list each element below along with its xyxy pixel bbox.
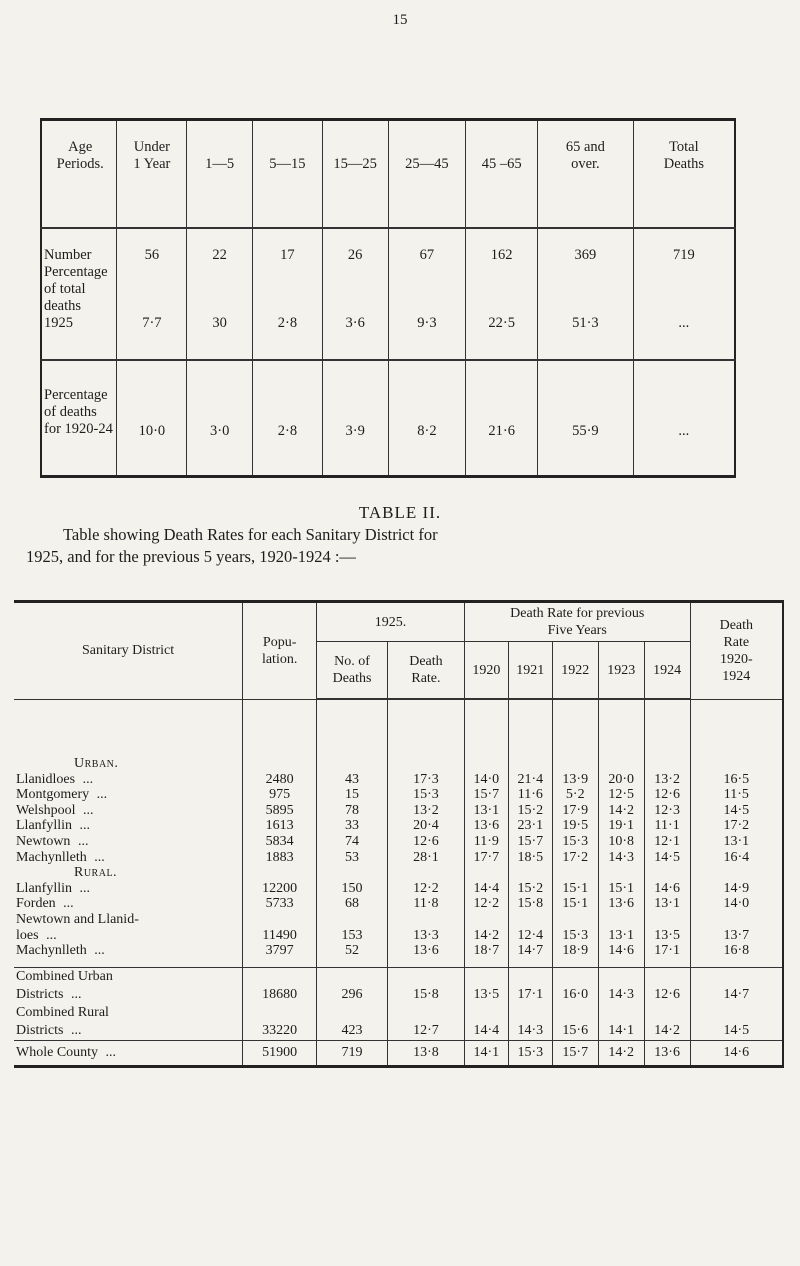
cell-r1924: 13·1 bbox=[644, 896, 690, 912]
cell-avg: 14·5 bbox=[690, 1004, 783, 1041]
header-year-1921: 1921 bbox=[508, 642, 552, 700]
cell-r1920: 12·2 bbox=[464, 896, 508, 912]
cell-r1924: 13·2 bbox=[644, 772, 690, 788]
cell-r1920: 15·7 bbox=[464, 787, 508, 803]
cell-r1922: 15·6 bbox=[552, 1004, 598, 1041]
section-label: Urban. bbox=[74, 756, 119, 771]
cell-r1924: 11·1 bbox=[644, 818, 690, 834]
age-table-row-1925 bbox=[41, 228, 735, 360]
cell-rate: 15·3 bbox=[388, 787, 465, 803]
cell-deaths: 153 bbox=[317, 928, 388, 944]
cell-r1924: 12·3 bbox=[644, 803, 690, 819]
table-title: TABLE II. bbox=[358, 503, 442, 522]
cell-r1922: 5·2 bbox=[552, 787, 598, 803]
cell-r1924: 14·5 bbox=[644, 850, 690, 866]
age-table-row-1920-24 bbox=[41, 360, 735, 477]
cell-pop: 11490 bbox=[243, 928, 317, 944]
cell-r1922: 17·2 bbox=[552, 850, 598, 866]
cell-pop: 975 bbox=[243, 787, 317, 803]
cell-r1921: 21·4 bbox=[508, 772, 552, 788]
empty-cell bbox=[508, 756, 552, 772]
cell-r1921: 12·4 bbox=[508, 928, 552, 944]
cell-r1923: 14·3 bbox=[598, 967, 644, 1004]
cell-r1920: 14·2 bbox=[464, 928, 508, 944]
district-name: Newtown ... bbox=[16, 833, 89, 849]
empty-cell bbox=[644, 699, 690, 756]
empty-cell bbox=[317, 756, 388, 772]
district-row bbox=[14, 850, 783, 866]
cell-deaths: 33 bbox=[317, 818, 388, 834]
empty-cell bbox=[464, 959, 508, 968]
row-label-1925: Number Percentage of total deaths 1925 bbox=[41, 228, 117, 360]
district-name: Montgomery ... bbox=[16, 787, 108, 803]
cell: 26 3·6 bbox=[322, 228, 388, 360]
cell-rate: 12·7 bbox=[388, 1004, 465, 1041]
death-table-header-row-1 bbox=[14, 602, 783, 642]
cell: 67 9·3 bbox=[388, 228, 466, 360]
cell-r1922 bbox=[552, 912, 598, 928]
whole-county-row bbox=[14, 1040, 783, 1066]
empty-cell bbox=[552, 756, 598, 772]
district-name: Llanfyllin ... bbox=[16, 880, 90, 896]
empty-cell bbox=[243, 865, 317, 881]
cell-deaths: 52 bbox=[317, 943, 388, 959]
empty-cell bbox=[317, 699, 388, 756]
cell-pop: 18680 bbox=[243, 967, 317, 1004]
empty-cell bbox=[690, 865, 783, 881]
header-no-of-deaths: No. of Deaths bbox=[317, 642, 388, 700]
cell-pop: 1883 bbox=[243, 850, 317, 866]
cell-r1921: 14·3 bbox=[508, 1004, 552, 1041]
cell: ... bbox=[633, 360, 735, 477]
cell-pop: 5895 bbox=[243, 803, 317, 819]
cell-r1921: 23·1 bbox=[508, 818, 552, 834]
cell-rate bbox=[388, 912, 465, 928]
cell-r1920: 18·7 bbox=[464, 943, 508, 959]
header-year-1922: 1922 bbox=[552, 642, 598, 700]
empty-cell bbox=[552, 959, 598, 968]
empty-cell bbox=[464, 699, 508, 756]
cell-deaths: 43 bbox=[317, 772, 388, 788]
cell-r1920: 13·1 bbox=[464, 803, 508, 819]
cell-pop: 5834 bbox=[243, 834, 317, 850]
district-row bbox=[14, 818, 783, 834]
cell-r1923: 12·5 bbox=[598, 787, 644, 803]
cell-deaths: 53 bbox=[317, 850, 388, 866]
cell-avg: 16·5 bbox=[690, 772, 783, 788]
age-table-header-row bbox=[41, 120, 735, 229]
cell-r1923: 13·6 bbox=[598, 896, 644, 912]
cell-avg: 16·8 bbox=[690, 943, 783, 959]
urban-section-row bbox=[14, 756, 783, 772]
cell-r1923: 14·3 bbox=[598, 850, 644, 866]
cell-r1923 bbox=[598, 912, 644, 928]
spacer-row bbox=[14, 959, 783, 968]
cell-r1921 bbox=[508, 912, 552, 928]
cell: 162 22·5 bbox=[466, 228, 538, 360]
cell-rate: 13·2 bbox=[388, 803, 465, 819]
header-5-15: 5—15 bbox=[253, 120, 323, 229]
table-description: Table showing Death Rates for each Sanitary District for 1925, and for the previous 5 years, 1920-1924 :— bbox=[26, 525, 438, 566]
cell-r1923: 20·0 bbox=[598, 772, 644, 788]
cell-avg: 13·7 bbox=[690, 928, 783, 944]
cell-r1923: 14·6 bbox=[598, 943, 644, 959]
page-number: 15 bbox=[392, 12, 408, 28]
empty-cell bbox=[388, 699, 465, 756]
header-year-1923: 1923 bbox=[598, 642, 644, 700]
empty-cell bbox=[644, 756, 690, 772]
cell: 2·8 bbox=[253, 360, 323, 477]
cell-rate: 13·6 bbox=[388, 943, 465, 959]
cell-r1922: 15·1 bbox=[552, 896, 598, 912]
district-name: Whole County ... bbox=[14, 1040, 243, 1066]
cell-avg: 14·5 bbox=[690, 803, 783, 819]
cell: 55·9 bbox=[538, 360, 634, 477]
cell-r1922: 17·9 bbox=[552, 803, 598, 819]
cell-deaths: 150 bbox=[317, 881, 388, 897]
empty-cell bbox=[243, 699, 317, 756]
district-row bbox=[14, 928, 783, 944]
cell-r1924: 14·2 bbox=[644, 1004, 690, 1041]
cell-avg: 14·6 bbox=[690, 1040, 783, 1066]
cell-avg: 11·5 bbox=[690, 787, 783, 803]
cell-r1921: 18·5 bbox=[508, 850, 552, 866]
district-name: Forden ... bbox=[16, 896, 74, 912]
section-label: Rural. bbox=[74, 865, 118, 881]
district-row bbox=[14, 803, 783, 819]
district-name: Llanfyllin ... bbox=[16, 818, 90, 834]
cell-avg bbox=[690, 912, 783, 928]
district-row bbox=[14, 912, 783, 928]
district-name: loes ... bbox=[16, 927, 57, 943]
empty-cell bbox=[14, 699, 243, 756]
cell: 22 30 bbox=[187, 228, 253, 360]
combined-row bbox=[14, 967, 783, 1004]
cell-r1920: 14·4 bbox=[464, 1004, 508, 1041]
header-total-deaths: Total Deaths bbox=[633, 120, 735, 229]
empty-cell bbox=[598, 756, 644, 772]
cell-rate: 15·8 bbox=[388, 967, 465, 1004]
district-name: Combined Urban Districts ... bbox=[14, 967, 243, 1004]
cell-r1922: 15·7 bbox=[552, 1040, 598, 1066]
district-row bbox=[14, 881, 783, 897]
cell-avg: 14·9 bbox=[690, 881, 783, 897]
header-1-5: 1—5 bbox=[187, 120, 253, 229]
header-under-1: Under 1 Year bbox=[117, 120, 187, 229]
empty-cell bbox=[388, 959, 465, 968]
cell-avg: 16·4 bbox=[690, 850, 783, 866]
cell-r1920: 13·5 bbox=[464, 967, 508, 1004]
empty-cell bbox=[598, 959, 644, 968]
cell-r1923: 14·1 bbox=[598, 1004, 644, 1041]
cell: 719 ... bbox=[633, 228, 735, 360]
cell: 3·9 bbox=[322, 360, 388, 477]
cell-r1924: 17·1 bbox=[644, 943, 690, 959]
header-age-periods: Age Periods. bbox=[41, 120, 117, 229]
district-name: Combined Rural Districts ... bbox=[16, 1004, 109, 1038]
empty-cell bbox=[388, 756, 465, 772]
empty-cell bbox=[388, 865, 465, 881]
cell: 369 51·3 bbox=[538, 228, 634, 360]
cell-rate: 20·4 bbox=[388, 818, 465, 834]
cell-pop bbox=[243, 912, 317, 928]
cell-r1924: 12·6 bbox=[644, 967, 690, 1004]
cell-deaths: 15 bbox=[317, 787, 388, 803]
empty-cell bbox=[690, 756, 783, 772]
cell-r1923: 14·2 bbox=[598, 803, 644, 819]
row-label-1920-24: Percentage of deaths for 1920-24 bbox=[44, 387, 113, 437]
empty-cell bbox=[508, 865, 552, 881]
cell: 56 7·7 bbox=[117, 228, 187, 360]
district-row bbox=[14, 834, 783, 850]
header-65-over: 65 and over. bbox=[538, 120, 634, 229]
cell-r1920: 17·7 bbox=[464, 850, 508, 866]
cell: 21·6 bbox=[466, 360, 538, 477]
cell-avg: 14·0 bbox=[690, 896, 783, 912]
empty-cell bbox=[243, 756, 317, 772]
cell: 8·2 bbox=[388, 360, 466, 477]
empty-cell bbox=[644, 959, 690, 968]
spacer-row bbox=[14, 699, 783, 756]
empty-cell bbox=[644, 865, 690, 881]
empty-cell bbox=[690, 699, 783, 756]
cell-r1922: 13·9 bbox=[552, 772, 598, 788]
cell-r1923: 10·8 bbox=[598, 834, 644, 850]
district-row bbox=[14, 896, 783, 912]
cell-rate: 17·3 bbox=[388, 772, 465, 788]
cell-avg: 13·1 bbox=[690, 834, 783, 850]
empty-cell bbox=[598, 699, 644, 756]
empty-cell bbox=[317, 865, 388, 881]
cell-r1920: 14·4 bbox=[464, 881, 508, 897]
district-row bbox=[14, 787, 783, 803]
district-name: Welshpool ... bbox=[16, 802, 94, 818]
header-year-1920: 1920 bbox=[464, 642, 508, 700]
header-death-rate: Death Rate. bbox=[388, 642, 465, 700]
cell-r1923: 14·2 bbox=[598, 1040, 644, 1066]
cell-r1921: 15·8 bbox=[508, 896, 552, 912]
age-period-table bbox=[40, 118, 736, 478]
district-name: Machynlleth ... bbox=[16, 943, 105, 959]
cell-deaths: 74 bbox=[317, 834, 388, 850]
cell-r1924 bbox=[644, 912, 690, 928]
cell-deaths: 719 bbox=[317, 1040, 388, 1066]
cell-deaths: 68 bbox=[317, 896, 388, 912]
cell: 17 2·8 bbox=[253, 228, 323, 360]
empty-cell bbox=[690, 959, 783, 968]
empty-cell bbox=[598, 865, 644, 881]
rural-section-row bbox=[14, 865, 783, 881]
cell-deaths: 423 bbox=[317, 1004, 388, 1041]
district-row bbox=[14, 943, 783, 959]
cell-avg: 14·7 bbox=[690, 967, 783, 1004]
empty-cell bbox=[552, 865, 598, 881]
empty-cell bbox=[14, 959, 243, 968]
cell-pop: 2480 bbox=[243, 772, 317, 788]
cell-r1922: 15·3 bbox=[552, 928, 598, 944]
cell-r1920 bbox=[464, 912, 508, 928]
empty-cell bbox=[508, 699, 552, 756]
combined-row bbox=[14, 1004, 783, 1041]
cell-r1922: 19·5 bbox=[552, 818, 598, 834]
cell-r1924: 13·5 bbox=[644, 928, 690, 944]
district-name: Llanidloes ... bbox=[16, 771, 94, 787]
cell-pop: 5733 bbox=[243, 896, 317, 912]
cell-r1921: 15·7 bbox=[508, 834, 552, 850]
death-rate-table bbox=[14, 600, 784, 1068]
empty-cell bbox=[552, 699, 598, 756]
cell-pop: 51900 bbox=[243, 1040, 317, 1066]
header-45-65: 45 –65 bbox=[466, 120, 538, 229]
cell: 3·0 bbox=[187, 360, 253, 477]
cell-r1921: 15·2 bbox=[508, 881, 552, 897]
cell: 10·0 bbox=[117, 360, 187, 477]
cell-r1923: 15·1 bbox=[598, 881, 644, 897]
cell-r1922: 15·1 bbox=[552, 881, 598, 897]
cell-r1921: 15·3 bbox=[508, 1040, 552, 1066]
cell-r1921: 17·1 bbox=[508, 967, 552, 1004]
cell-r1921: 15·2 bbox=[508, 803, 552, 819]
cell-r1923: 13·1 bbox=[598, 928, 644, 944]
cell-r1920: 13·6 bbox=[464, 818, 508, 834]
cell-r1924: 12·1 bbox=[644, 834, 690, 850]
cell-r1920: 14·1 bbox=[464, 1040, 508, 1066]
cell-r1923: 19·1 bbox=[598, 818, 644, 834]
cell-pop: 12200 bbox=[243, 881, 317, 897]
cell-deaths: 78 bbox=[317, 803, 388, 819]
cell-pop: 1613 bbox=[243, 818, 317, 834]
empty-cell bbox=[317, 959, 388, 968]
cell-r1921: 11·6 bbox=[508, 787, 552, 803]
header-population: Popu- lation. bbox=[243, 602, 317, 700]
cell-r1920: 14·0 bbox=[464, 772, 508, 788]
header-15-25: 15—25 bbox=[322, 120, 388, 229]
cell-r1922: 16·0 bbox=[552, 967, 598, 1004]
cell-rate: 13·8 bbox=[388, 1040, 465, 1066]
header-1925: 1925. bbox=[317, 602, 465, 642]
cell-rate: 28·1 bbox=[388, 850, 465, 866]
cell-deaths bbox=[317, 912, 388, 928]
cell-rate: 11·8 bbox=[388, 896, 465, 912]
cell-rate: 12·2 bbox=[388, 881, 465, 897]
empty-cell bbox=[508, 959, 552, 968]
header-previous-five-years: Death Rate for previous Five Years bbox=[464, 602, 690, 642]
cell-avg: 17·2 bbox=[690, 818, 783, 834]
district-row bbox=[14, 772, 783, 788]
cell-deaths: 296 bbox=[317, 967, 388, 1004]
cell-r1924: 13·6 bbox=[644, 1040, 690, 1066]
empty-cell bbox=[464, 756, 508, 772]
cell-rate: 13·3 bbox=[388, 928, 465, 944]
district-name: Machynlleth ... bbox=[16, 849, 105, 865]
header-sanitary-district: Sanitary District bbox=[14, 602, 243, 700]
cell-r1921: 14·7 bbox=[508, 943, 552, 959]
header-average-rate: Death Rate 1920- 1924 bbox=[690, 602, 783, 700]
empty-cell bbox=[243, 959, 317, 968]
cell-r1924: 14·6 bbox=[644, 881, 690, 897]
header-25-45: 25—45 bbox=[388, 120, 466, 229]
cell-pop: 3797 bbox=[243, 943, 317, 959]
cell-rate: 12·6 bbox=[388, 834, 465, 850]
cell-pop: 33220 bbox=[243, 1004, 317, 1041]
cell-r1920: 11·9 bbox=[464, 834, 508, 850]
district-name: Newtown and Llanid- bbox=[16, 911, 139, 927]
cell-r1922: 18·9 bbox=[552, 943, 598, 959]
header-year-1924: 1924 bbox=[644, 642, 690, 700]
cell-r1922: 15·3 bbox=[552, 834, 598, 850]
cell-r1924: 12·6 bbox=[644, 787, 690, 803]
empty-cell bbox=[464, 865, 508, 881]
